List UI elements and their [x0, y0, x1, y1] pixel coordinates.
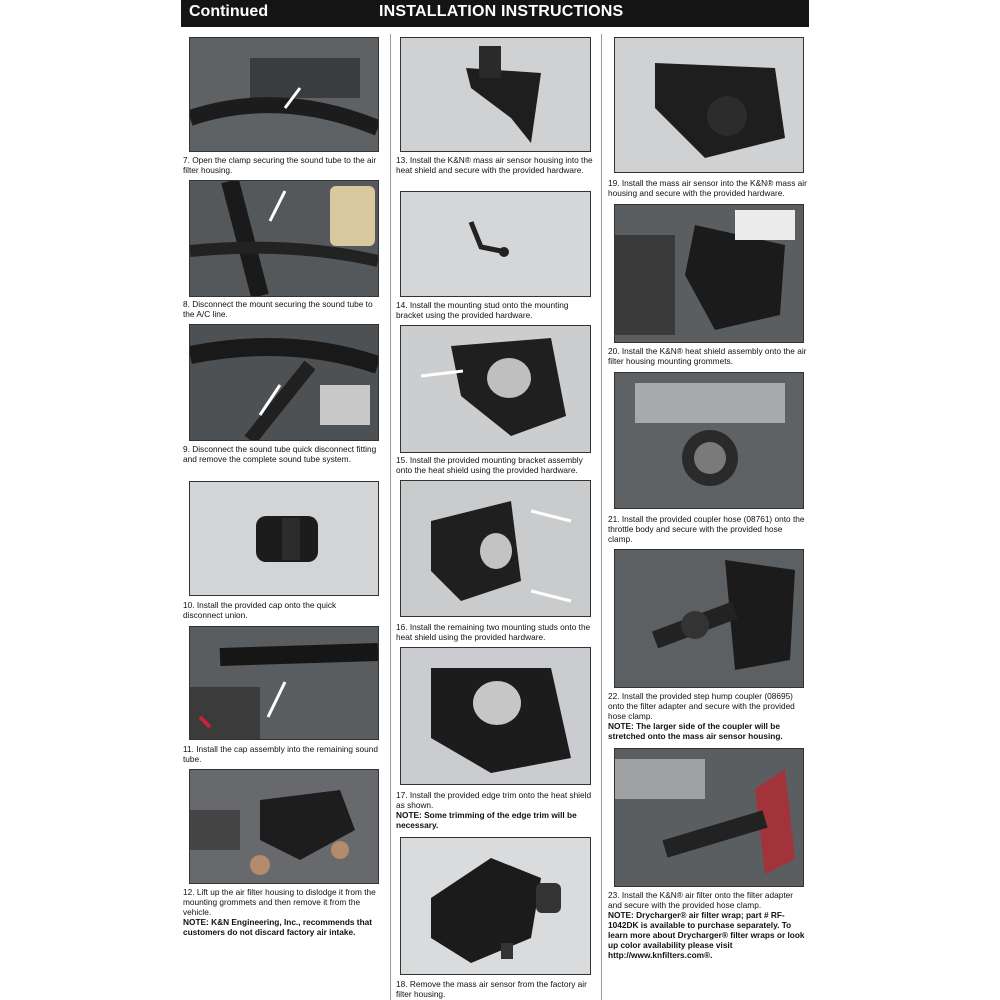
- step-17-text: 17. Install the provided edge trim onto the heat shield as shown.: [396, 790, 592, 810]
- step-20-text: 20. Install the K&N® heat shield assembly onto the air filter housing mounting grommets.: [608, 346, 807, 366]
- step-23-photo: [614, 748, 804, 887]
- step-10-photo: [189, 481, 379, 596]
- step-14-photo: [400, 191, 591, 297]
- step-21-text: 21. Install the provided coupler hose (08761) onto the throttle body and secure with the provided hose clamp.: [608, 514, 805, 544]
- step-19-photo: [614, 37, 804, 173]
- step-22-caption: [608, 691, 808, 741]
- step-18-text: 18. Remove the mass air sensor from the factory air filter housing.: [396, 979, 587, 999]
- step-8-text: 8. Disconnect the mount securing the sound tube to the A/C line.: [183, 299, 373, 319]
- step-15-text: 15. Install the provided mounting bracket assembly onto the heat shield using the provided hardware.: [396, 455, 583, 475]
- step-18-caption: [396, 979, 596, 999]
- step-13-caption: [396, 155, 596, 175]
- step-22-text: 22. Install the provided step hump coupler (08695) onto the filter adapter and secure with the provided hose clamp.: [608, 691, 795, 721]
- step-18-photo: [400, 837, 591, 975]
- column-divider-1: [390, 34, 391, 1000]
- step-9-photo: [189, 324, 379, 441]
- step-11-photo: [189, 626, 379, 740]
- step-9-caption: [183, 444, 378, 464]
- step-14-caption: [396, 300, 596, 320]
- step-22-photo: [614, 549, 804, 688]
- step-7-photo: [189, 37, 379, 152]
- step-12-photo: [189, 769, 379, 884]
- step-13-text: 13. Install the K&N® mass air sensor housing into the heat shield and secure with the provided hardware.: [396, 155, 593, 175]
- step-20-photo: [614, 204, 804, 343]
- step-23-caption: [608, 890, 808, 960]
- step-23-text: 23. Install the K&N® air filter onto the filter adapter and secure with the provided hose clamp.: [608, 890, 794, 910]
- step-20-caption: [608, 346, 808, 366]
- step-14-text: 14. Install the mounting stud onto the mounting bracket using the provided hardware.: [396, 300, 569, 320]
- step-19-text: 19. Install the mass air sensor into the K&N® mass air housing and secure with the provided hardware.: [608, 178, 807, 198]
- continued-label: Continued: [189, 3, 269, 20]
- step-12-note: NOTE: K&N Engineering, Inc., recommends that customers do not discard factory air intake.: [183, 917, 373, 937]
- step-21-caption: [608, 514, 808, 544]
- step-7-text: 7. Open the clamp securing the sound tube to the air filter housing.: [183, 155, 377, 175]
- step-16-photo: [400, 480, 591, 617]
- step-15-photo: [400, 325, 591, 453]
- step-13-photo: [400, 37, 591, 152]
- page-title: INSTALLATION INSTRUCTIONS: [379, 3, 624, 20]
- step-16-caption: [396, 622, 596, 642]
- column-divider-2: [601, 34, 602, 1000]
- step-11-caption: [183, 744, 378, 764]
- step-23-note: NOTE: Drycharger® air filter wrap; part # RF-1042DK is available to purchase separately. To learn more about Drycharger® filter wraps or look up color availability please visit http://www.knfilters.com®.: [608, 910, 805, 960]
- step-21-photo: [614, 372, 804, 509]
- step-8-photo: [189, 180, 379, 297]
- step-10-text: 10. Install the provided cap onto the quick disconnect union.: [183, 600, 337, 620]
- step-17-note: NOTE: Some trimming of the edge trim will be necessary.: [396, 810, 577, 830]
- step-12-text: 12. Lift up the air filter housing to dislodge it from the mounting grommets and then remove it from the vehicle.: [183, 887, 376, 917]
- step-15-caption: [396, 455, 596, 475]
- step-11-text: 11. Install the cap assembly into the remaining sound tube.: [183, 744, 378, 764]
- step-8-caption: [183, 299, 378, 319]
- step-17-photo: [400, 647, 591, 785]
- step-17-caption: [396, 790, 596, 830]
- step-16-text: 16. Install the remaining two mounting studs onto the heat shield using the provided hardware.: [396, 622, 591, 642]
- step-12-caption: [183, 887, 383, 937]
- step-7-caption: [183, 155, 378, 175]
- step-9-text: 9. Disconnect the sound tube quick disconnect fitting and remove the complete sound tube system.: [183, 444, 377, 464]
- step-10-caption: [183, 600, 378, 620]
- page-header: [181, 0, 809, 27]
- step-22-note: NOTE: The larger side of the coupler will be stretched onto the mass air sensor housing.: [608, 721, 783, 741]
- step-19-caption: [608, 178, 808, 198]
